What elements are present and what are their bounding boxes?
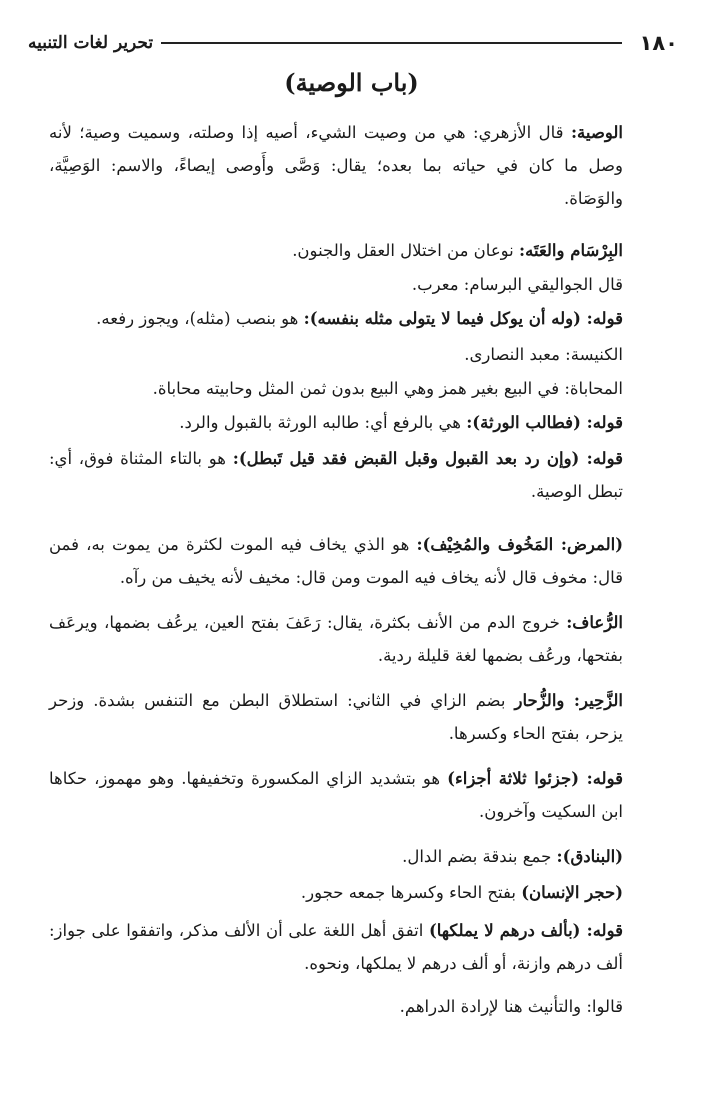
paragraph-lead: الوصية: [570,123,623,142]
paragraph-text: هو بتشديد الزاي المكسورة وتخفيفها. وهو مهموز، حكاها ابن السكيت وآخرون. [49,769,623,821]
paragraph-alf [49,914,623,980]
paragraph-text: نوعان من اختلال العقل والجنون. [292,241,520,260]
paragraph-text: بفتح الحاء وكسرها جمعه حجور. [300,883,522,902]
chapter-title: (باب الوصية) [284,68,419,97]
paragraph-text: هو الذي يخاف فيه الموت لكثرة من يموت به، فمن قال: مخوف قال لأنه يخاف فيه الموت ومن قال: مخيف لأنه يخيف من رآه. [49,535,623,587]
paragraph-lead: الرُّعاف: [566,613,623,632]
paragraph-lead: البِرْسَام والعَتَه: [519,241,623,260]
paragraph-zahir [49,684,623,750]
paragraph-text: هي بالرفع أي: طالبه الورثة بالقبول والرد. [179,413,467,432]
paragraph-lead: قوله: (وإن رد بعد القبول وقبل القبض فقد قيل تَبطل): [232,449,623,468]
paragraph-marad [49,528,623,594]
paragraph-warathah [49,406,623,439]
paragraph-lead: (البنادق): [556,847,623,866]
page-header [28,26,678,60]
paragraph-tabtul [49,442,623,508]
paragraph-hijr [49,876,623,909]
paragraph-text: المحاباة: في البيع بغير همز وهي البيع بدون ثمن المثل وحابيته محاباة. [152,379,623,398]
paragraph-text: هو بنصب (مثله)، ويجوز رفعه. [96,309,304,328]
paragraph-text: الكنيسة: معبد النصارى. [464,345,623,364]
paragraph-text: جمع بندقة بضم الدال. [402,847,557,866]
paragraph-lead: قوله: (بألف درهم لا يملكها) [428,921,623,940]
paragraph-muhabat [49,372,623,405]
header-rule [161,42,621,44]
paragraph-lead: قوله: (جزئوا ثلاثة أجزاء) [447,769,623,788]
paragraph-kanisa [49,338,623,371]
paragraph-jazziu [49,762,623,828]
paragraph-text: هو بالتاء المثناة فوق، أي: تبطل الوصية. [49,449,623,501]
paragraph-yuwakkil [49,302,623,335]
paragraph-birsam [49,234,623,267]
paragraph-lead: قوله: (فطالب الورثة): [466,413,623,432]
paragraph-banadiq [49,840,623,873]
running-title: تحرير لغات التنبيه [28,33,154,53]
paragraph-text: خروج الدم من الأنف بكثرة، يقال: رَعَفَ بفتح العين، يرعُف بضمها، ويرعَف بفتحها، ورعُف بضمها لغة قليلة ردية. [49,613,623,665]
paragraph-lead: (حجر الإنسان) [521,883,623,902]
paragraph-lead: (المرض: المَخُوف والمُخِيْف): [416,535,623,554]
paragraph-jawaliqi [49,268,623,301]
paragraph-text: قال الجواليقي البرسام: معرب. [411,275,623,294]
paragraph-text: قالوا: والتأنيث هنا لإرادة الدراهم. [399,997,623,1016]
paragraph-wasiyya [49,116,623,215]
paragraph-tanith [49,990,623,1023]
paragraph-ruaf [49,606,623,672]
page-number: ١٨٠ [639,31,678,55]
paragraph-text: اتفق أهل اللغة على أن الألف مذكر، واتفقوا على جواز: ألف درهم وازنة، أو ألف درهم لا يملكها، ونحوه. [49,921,623,973]
paragraph-lead: الزَّحِير: والزُّحار [514,691,623,710]
paragraph-text: بضم الزاي في الثاني: استطلاق البطن مع التنفس بشدة. وزحر يزحر، بفتح الحاء وكسرها. [49,691,623,743]
paragraph-lead: قوله: (وله أن يوكل فيما لا يتولى مثله بنفسه): [303,309,623,328]
paragraph-text: قال الأزهري: هي من وصيت الشيء، أصيه إذا وصلته، وسميت وصية؛ لأنه وصل ما كان في حياته بما بعده؛ يقال: وَصَّى وأَوصى إيصاءً، والاسم: الوَصِيَّة، والوَصَاة. [49,123,623,208]
